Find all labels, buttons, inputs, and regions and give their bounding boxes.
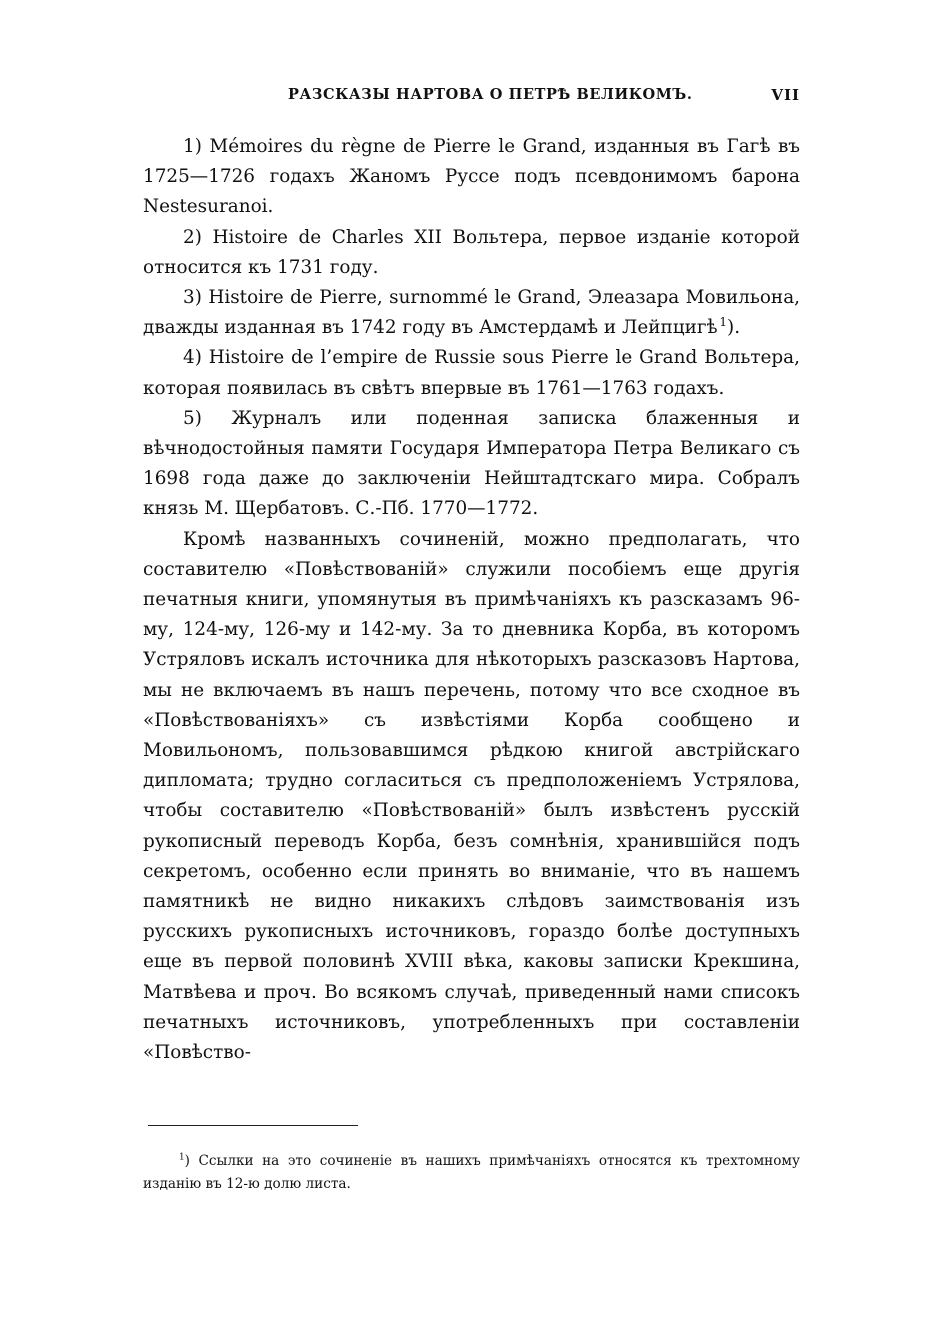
source-item-4: 4) Histoire de l’empire de Russie sous Pierre le Grand Вольтера, которая появилась въ свѣтъ впервые въ 1761—1763 годахъ. [143, 347, 800, 399]
source-item-3 [143, 283, 800, 343]
source-item-1: 1) Mémoires du règne de Pierre le Grand, изданныя въ Гагѣ въ 1725—1726 годахъ Жаномъ Руссе подъ псевдонимомъ барона Nestesuranoi. [143, 136, 800, 218]
discussion-paragraph: Кромѣ названныхъ сочиненій, можно предполагать, что составителю «Повѣствованій» служили пособіемъ еще другія печатныя книги, упомянутыя въ примѣчаніяхъ къ разсказамъ 96-му, 124-му, 126-му и 142-му. За то дневника Корба, въ которомъ Устряловъ искалъ источника для нѣкоторыхъ разсказовъ Нартова, мы не включаемъ въ нашъ перечень, потому что все сходное въ «Повѣствованіяхъ» съ извѣстіями Корба сообщено и Мовильономъ, пользовавшимся рѣдкою книгой австрійскаго дипломата; трудно согласиться съ предположеніемъ Устрялова, чтобы составителю «Повѣствованій» былъ извѣстенъ русскій рукописный переводъ Корба, безъ сомнѣнія, хранившійся подъ секретомъ, особенно если принять во вниманіе, что въ нашемъ памятникѣ не видно никакихъ слѣдовъ заимствованія изъ русскихъ рукописныхъ источниковъ, гораздо болѣе доступныхъ еще въ первой половинѣ XVIII вѣка, каковы записки Крекшина, Матвѣева и проч. Во всякомъ случаѣ, приведенный нами списокъ печатныхъ источниковъ, употребленныхъ при составленіи «Повѣство- [143, 528, 800, 1064]
body-text [143, 132, 800, 1068]
running-head [140, 86, 800, 110]
footnote-text: ) Ссылки на это сочиненіе въ нашихъ примѣчаніяхъ относятся къ трехтомному изданію въ 12-ю долю листа. [143, 1153, 800, 1192]
footnote-marker: 1 [179, 1152, 185, 1163]
running-title: РАЗСКАЗЫ НАРТОВА О ПЕТРѢ ВЕЛИКОМЪ. [288, 86, 693, 103]
footnotes [143, 1150, 800, 1196]
footnote-ref: 1 [719, 315, 728, 330]
source-item-5: 5) Журналъ или поденная записка блаженныя и вѣчнодостойныя памяти Государя Императора Петра Великаго съ 1698 года даже до заключеніи Нейштадтскаго мира. Собралъ князь М. Щербатовъ. С.-Пб. 1770—1772. [143, 407, 800, 520]
page-number: VII [771, 86, 800, 104]
footnote-1 [143, 1150, 800, 1196]
source-item-3-tail: ). [727, 317, 741, 339]
source-item-2: 2) Histoire de Charles XII Вольтера, первое изданіе которой относится къ 1731 году. [143, 226, 800, 278]
source-item-3-text: 3) Histoire de Pierre, surnommé le Grand, Элеазара Мовильона, дважды изданная въ 1742 году въ Амстердамѣ и Лейпцигѣ [143, 287, 800, 339]
footnote-divider [148, 1125, 358, 1126]
